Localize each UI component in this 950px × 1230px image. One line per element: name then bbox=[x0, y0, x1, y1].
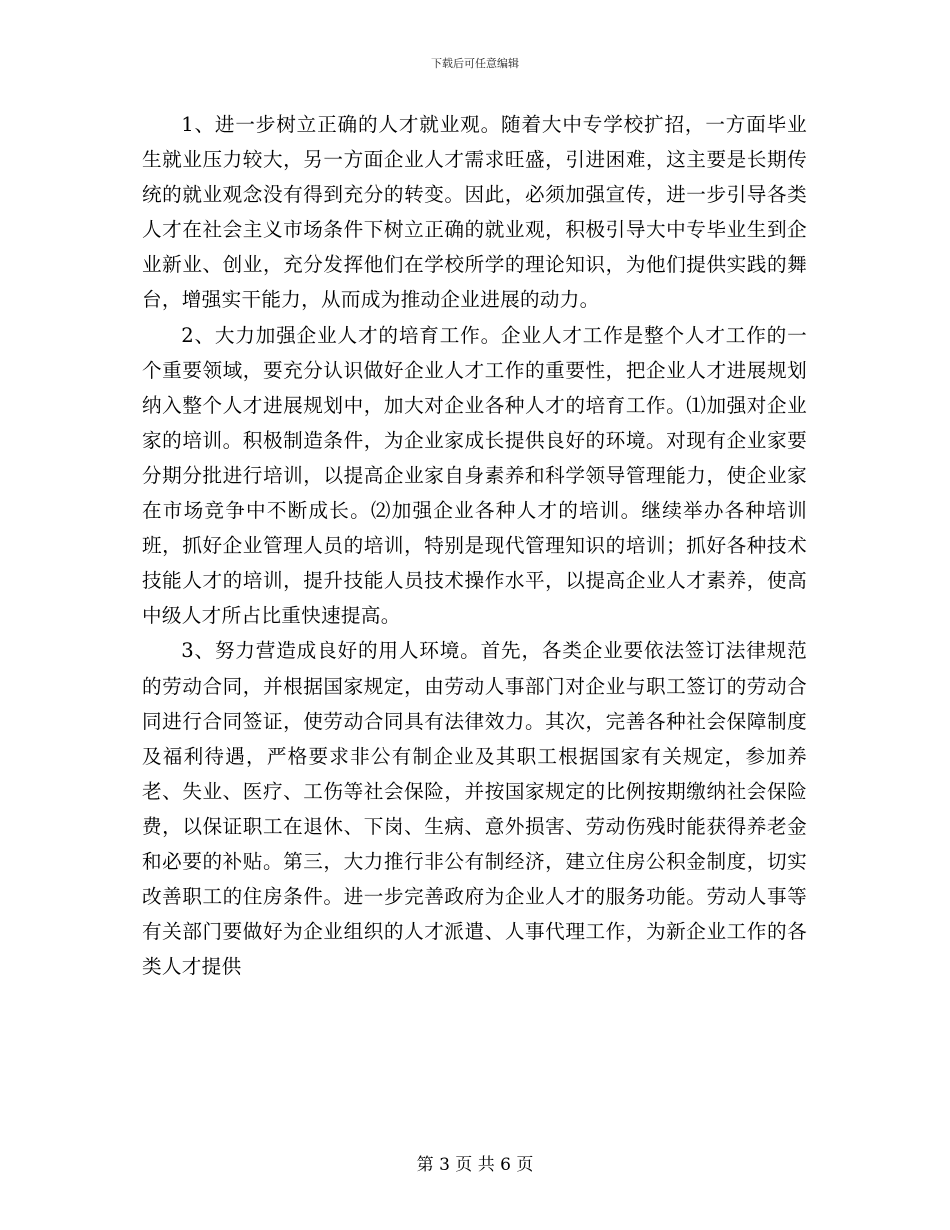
page-header: 下载后可任意编辑 bbox=[431, 57, 519, 70]
page-number: 第 3 页 共 6 页 bbox=[416, 1155, 534, 1175]
paragraph-3: 3、努力营造成良好的用人环境。首先，各类企业要依法签订法律规范的劳动合同，并根据国家规定，由劳动人事部门对企业与职工签订的劳动合同进行合同签证，使劳动合同具有法律效力。其次，完善各种社会保障制度及福利待遇，严格要求非公有制企业及其职工根据国家有关规定，参加养老、失业、医疗、工伤等社会保险，并按国家规定的比例按期缴纳社会保险费，以保证职工在退休、下岗、生病、意外损害、劳动伤残时能获得养老金和必要的补贴。第三，大力推行非公有制经济，建立住房公积金制度，切实改善职工的住房条件。进一步完善政府为企业人才的服务功能。劳动人事等有关部门要做好为企业组织的人才派遣、人事代理工作，为新企业工作的各类人才提供 bbox=[142, 639, 807, 979]
document-body bbox=[142, 107, 807, 984]
paragraph-1: 1、进一步树立正确的人才就业观。随着大中专学校扩招，一方面毕业生就业压力较大，另一方面企业人才需求旺盛，引进困难，这主要是长期传统的就业观念没有得到充分的转变。因此，必须加强宣传，进一步引导各类人才在社会主义市场条件下树立正确的就业观，积极引导大中专毕业生到企业新业、创业，充分发挥他们在学校所学的理论知识，为他们提供实践的舞台，增强实干能力，从而成为推动企业进展的动力。 bbox=[142, 113, 807, 312]
paragraph-2: 2、大力加强企业人才的培育工作。企业人才工作是整个人才工作的一个重要领域，要充分认识做好企业人才工作的重要性，把企业人才进展规划纳入整个人才进展规划中，加大对企业各种人才的培育工作。⑴加强对企业家的培训。积极制造条件，为企业家成长提供良好的环境。对现有企业家要分期分批进行培训，以提高企业家自身素养和科学领导管理能力，使企业家在市场竞争中不断成长。⑵加强企业各种人才的培训。继续举办各种培训班，抓好企业管理人员的培训，特别是现代管理知识的培训；抓好各种技术技能人才的培训，提升技能人员技术操作水平，以提高企业人才素养，使高中级人才所占比重快速提高。 bbox=[142, 323, 807, 628]
